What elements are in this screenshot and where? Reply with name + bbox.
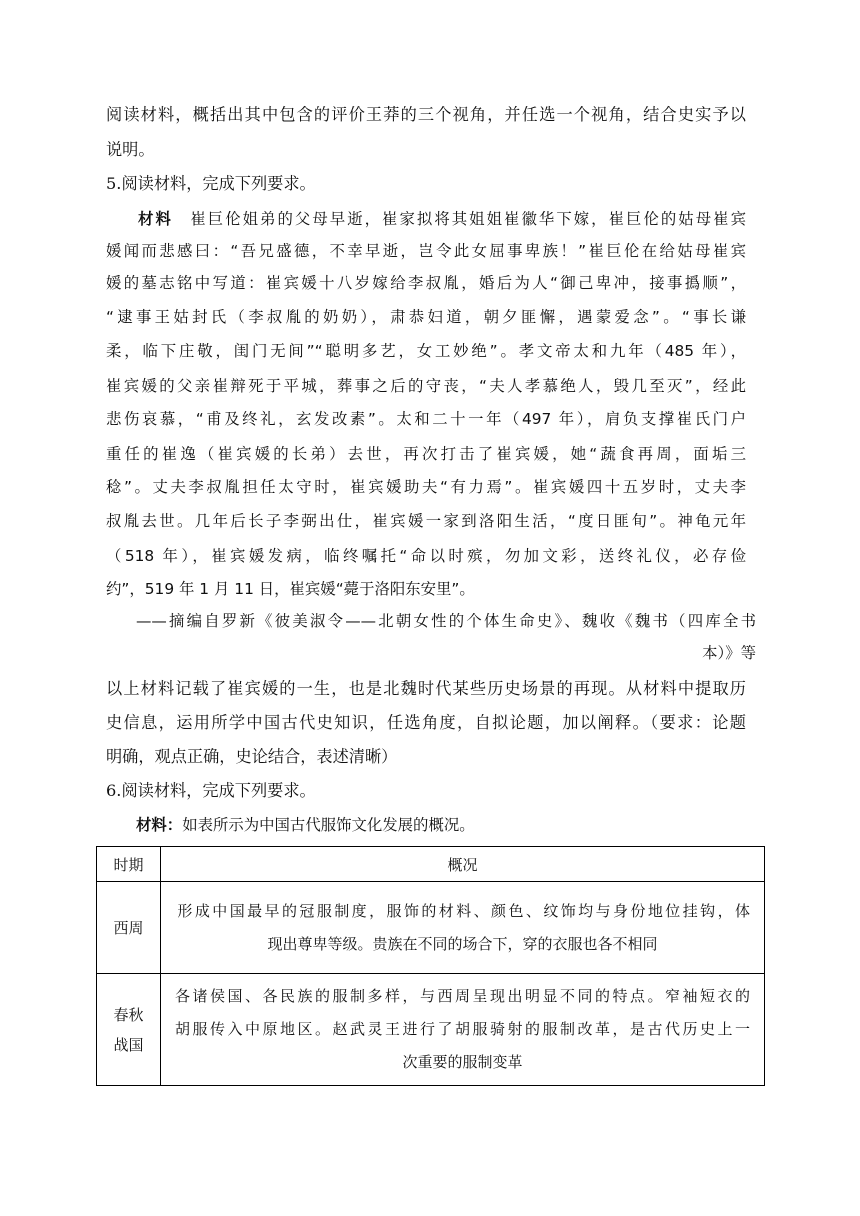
q5-heading: 5.阅读材料，完成下列要求。 — [106, 174, 316, 193]
table-cell-overview — [161, 882, 765, 974]
q5-material-line — [106, 212, 746, 227]
table-cell-period — [97, 974, 161, 1086]
cell-line: 次重要的服制变革 — [402, 1053, 523, 1071]
q5-task-line: 明确，观点正确，史论结合，表述清晰） — [106, 747, 398, 766]
cell-line: 现出尊卑等级。贵族在不同的场合下，穿的衣服也各不相同 — [267, 934, 658, 953]
q4-text-line: 说明。 — [106, 140, 155, 159]
q6-material-label: 材料： — [136, 816, 183, 834]
q5-material-line: （518 年），崔宾媛发病，临终嘱托“命以时殡，勿加文彩，送终礼仪，必存俭 — [106, 547, 746, 565]
table-cell-overview — [161, 974, 765, 1086]
table-row — [97, 974, 765, 1086]
cell-line: 胡服传入中原地区。赵武灵王进行了胡服骑射的服制改革，是古代历史上一 — [175, 1020, 750, 1038]
q5-material-line: 悲伤哀慕，“甫及终礼，玄发改素”。太和二十一年（497 年），肩负支撑崔氏门户 — [106, 410, 746, 428]
q5-material-line: 崔宾媛的父亲崔辩死于平城，葬事之后的守丧，“夫人孝慕绝人，毁几至灭”，经此 — [106, 377, 746, 395]
period-line: 春秋 — [113, 1005, 144, 1024]
q5-material-line: 柔，临下庄敬，闺门无间”“聪明多艺，女工妙绝”。孝文帝太和九年（485 年）， — [106, 342, 746, 360]
q6-material-text: 如表所示为中国古代服饰文化发展的概况。 — [182, 816, 475, 834]
q5-material-line: 重任的崔逸（崔宾媛的长弟）去世，再次打击了崔宾媛，她“蔬食再周，面垢三 — [106, 445, 746, 463]
q5-material-line: 约”，519 年 1 月 11 日，崔宾媛“薨于洛阳东安里”。 — [106, 580, 475, 598]
q5-task-line: 以上材料记载了崔宾媛的一生，也是北魏时代某些历史场景的再现。从材料中提取历 — [106, 679, 746, 698]
q5-material-line: 稔”。丈夫李叔胤担任太守时，崔宾媛助夫“有力焉”。崔宾媛四十五岁时，丈夫李 — [106, 478, 746, 496]
cell-line: 各诸侯国、各民族的服制多样，与西周呈现出明显不同的特点。窄袖短衣的 — [175, 987, 750, 1005]
q5-material-line: 叔胤去世。几年后长子李弼出仕，崔宾媛一家到洛阳生活，“度日匪旬”。神龟元年 — [106, 512, 746, 530]
q5-material-line: 媛的墓志铭中写道：崔宾媛十八岁嫁给李叔胤，婚后为人“御己卑冲，接事撝顺”， — [106, 274, 746, 292]
q5-material-line: 媛闻而悲感曰：“吾兄盛德，不幸早逝，岂令此女屈事卑族！”崔巨伦在给姑母崔宾 — [106, 242, 746, 260]
table-header-row — [97, 847, 765, 882]
q5-material-text: 崔巨伦姐弟的父母早逝，崔家拟将其姐姐崔徽华下嫁，崔巨伦的姑母崔宾 — [190, 210, 746, 228]
table-cell-period: 西周 — [97, 882, 161, 974]
cell-line — [175, 895, 750, 928]
q5-task-line: 史信息，运用所学中国古代史知识，任选角度，自拟论题，加以阐释。（要求：论题 — [106, 713, 746, 732]
cell-line-text: 形成中国最早的冠服制度，服饰的材料、颜色、纹饰均与身份地位挂钩，体 — [175, 901, 750, 920]
table-header-period: 时期 — [97, 847, 161, 882]
q4-text-line: 阅读材料，概括出其中包含的评价王莽的三个视角，并任选一个视角，结合史实予以 — [106, 105, 746, 124]
q6-heading: 6.阅读材料，完成下列要求。 — [106, 781, 316, 800]
overview-table — [96, 846, 765, 1086]
q5-source-line: ——摘编自罗新《彼美淑令——北朝女性的个体生命史》、魏收《魏书（四库全书 — [136, 612, 756, 630]
q5-material-label: 材料 — [136, 210, 173, 228]
q5-source-line: 本）》等 — [702, 644, 756, 662]
period-line: 战国 — [113, 1035, 144, 1054]
table-header-overview: 概况 — [161, 847, 765, 882]
q6-material-line — [136, 818, 475, 833]
q5-material-line: “逮事王姑封氏（李叔胤的奶奶），肃恭妇道，朝夕匪懈，遇蒙爱念”。“事长谦 — [106, 308, 746, 326]
table-row — [97, 882, 765, 974]
